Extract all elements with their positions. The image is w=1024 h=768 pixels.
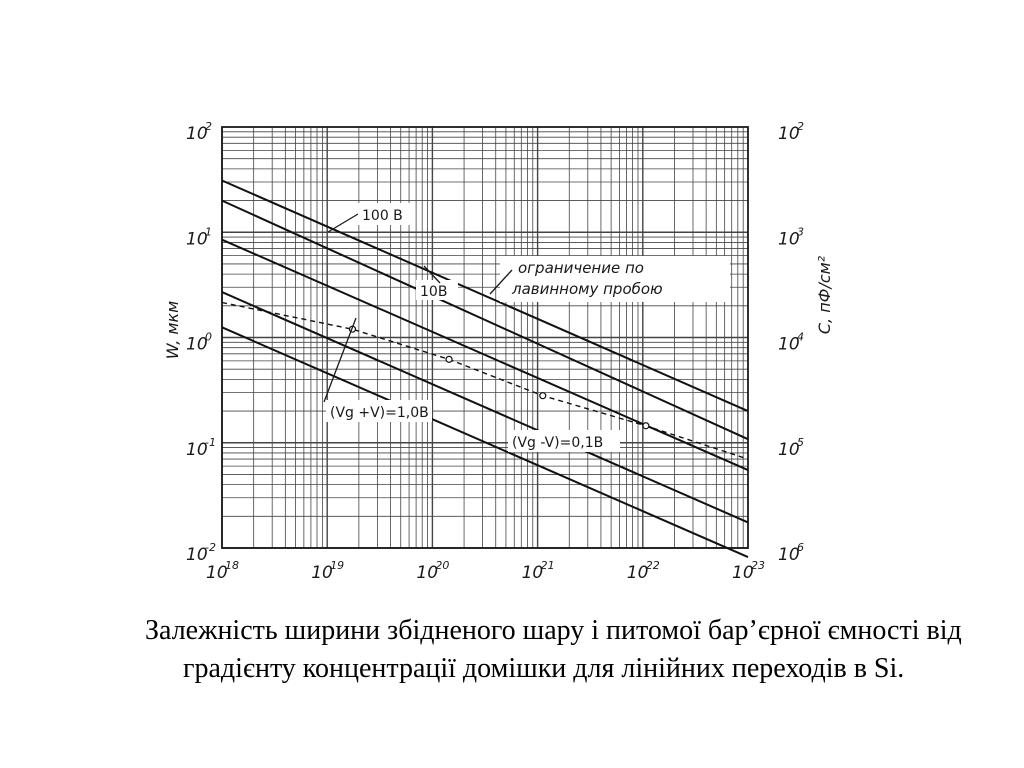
x-tick-label-0: [206, 559, 239, 583]
grid: [222, 127, 748, 548]
y-left-tick-label-0-base: 10: [186, 124, 208, 144]
label-avalanche-2: лавинному пробою: [512, 280, 663, 298]
y-left-tick-label-4-exp: -2: [205, 541, 216, 554]
y-left-tick-label-4-base: 10: [186, 545, 208, 565]
label-01v: (Vg -V)=0,1В: [512, 435, 604, 451]
y-left-tick-label-3-base: 10: [186, 439, 208, 460]
y-right-tick-label-1-base: 10: [778, 229, 800, 250]
x-tick-label-5-base: 10: [732, 563, 754, 583]
y-axis-title-right: C, пФ/см²: [815, 255, 834, 335]
y-axis-title-left: W, мкм: [163, 300, 182, 360]
series-marker: [643, 423, 649, 429]
y-left-tick-label-4: [186, 541, 216, 565]
y-right-tick-label-3-exp: 5: [797, 435, 804, 449]
y-left-tick-label-0-exp: 2: [205, 120, 212, 133]
x-tick-label-2: [416, 559, 449, 583]
x-tick-label-4-base: 10: [626, 563, 649, 583]
y-left-tick-label-3: [186, 436, 216, 460]
series-line-2: [222, 292, 748, 522]
x-tick-label-0-exp: 18: [225, 559, 239, 572]
y-right-tick-label-2: [778, 331, 804, 355]
y-right-tick-label-3: [778, 436, 804, 460]
y-left-tick-label-0: [186, 120, 212, 144]
y-right-tick-label-4: [778, 541, 804, 565]
x-tick-label-0-base: 10: [206, 563, 228, 583]
y-left-tick-label-1-base: 10: [186, 229, 208, 250]
x-tick-label-2-exp: 20: [435, 559, 450, 572]
y-left-tick-label-3-exp: -1: [205, 435, 216, 449]
label-avalanche-1: ограничение по: [518, 259, 644, 277]
y-right-tick-label-0-base: 10: [778, 124, 800, 144]
label-1v: (Vg +V)=1,0В: [330, 405, 429, 421]
series-marker: [446, 356, 452, 362]
y-right-tick-label-4-base: 10: [778, 545, 800, 565]
label-100v: 100 В: [362, 208, 403, 224]
y-right-tick-label-1: [778, 225, 804, 249]
x-tick-label-4-exp: 22: [645, 559, 660, 572]
leader-100v: [328, 214, 358, 232]
figure-caption: Залежність ширини збідненого шару і питомої бар’єрної ємності від градієнту концентрації домішки для лінійних переходів в Si.: [145, 615, 962, 684]
y-left-tick-label-2-base: 10: [186, 334, 208, 355]
x-tick-label-1-exp: 19: [330, 559, 345, 572]
series-marker: [540, 393, 546, 399]
x-tick-label-3: [522, 559, 555, 583]
series-line-4: [222, 201, 748, 440]
y-left-tick-label-2: [186, 331, 212, 355]
x-tick-label-4: [627, 559, 660, 583]
x-tick-label-1-base: 10: [311, 563, 333, 583]
y-right-tick-label-0: [778, 120, 804, 144]
leader-1v-a: [324, 318, 356, 402]
x-tick-label-3-base: 10: [521, 563, 544, 583]
y-right-tick-label-1-exp: 3: [797, 225, 804, 239]
y-right-tick-label-2-base: 10: [778, 334, 800, 355]
y-right-tick-label-0-exp: 2: [797, 120, 804, 133]
x-tick-label-5: [732, 559, 765, 583]
y-left-tick-label-1: [186, 225, 212, 249]
y-right-tick-label-3-base: 10: [778, 439, 800, 460]
x-tick-label-3-exp: 21: [540, 559, 555, 572]
x-tick-label-5-exp: 23: [751, 559, 765, 572]
x-tick-label-1: [311, 559, 344, 583]
label-10v: 10В: [420, 284, 448, 300]
y-right-tick-label-4-exp: 6: [797, 541, 804, 554]
y-left-tick-label-2-exp: 0: [205, 330, 212, 344]
y-left-tick-label-1-exp: 1: [205, 225, 212, 239]
x-tick-label-2-base: 10: [416, 563, 439, 583]
y-right-tick-label-2-exp: 4: [797, 330, 804, 344]
